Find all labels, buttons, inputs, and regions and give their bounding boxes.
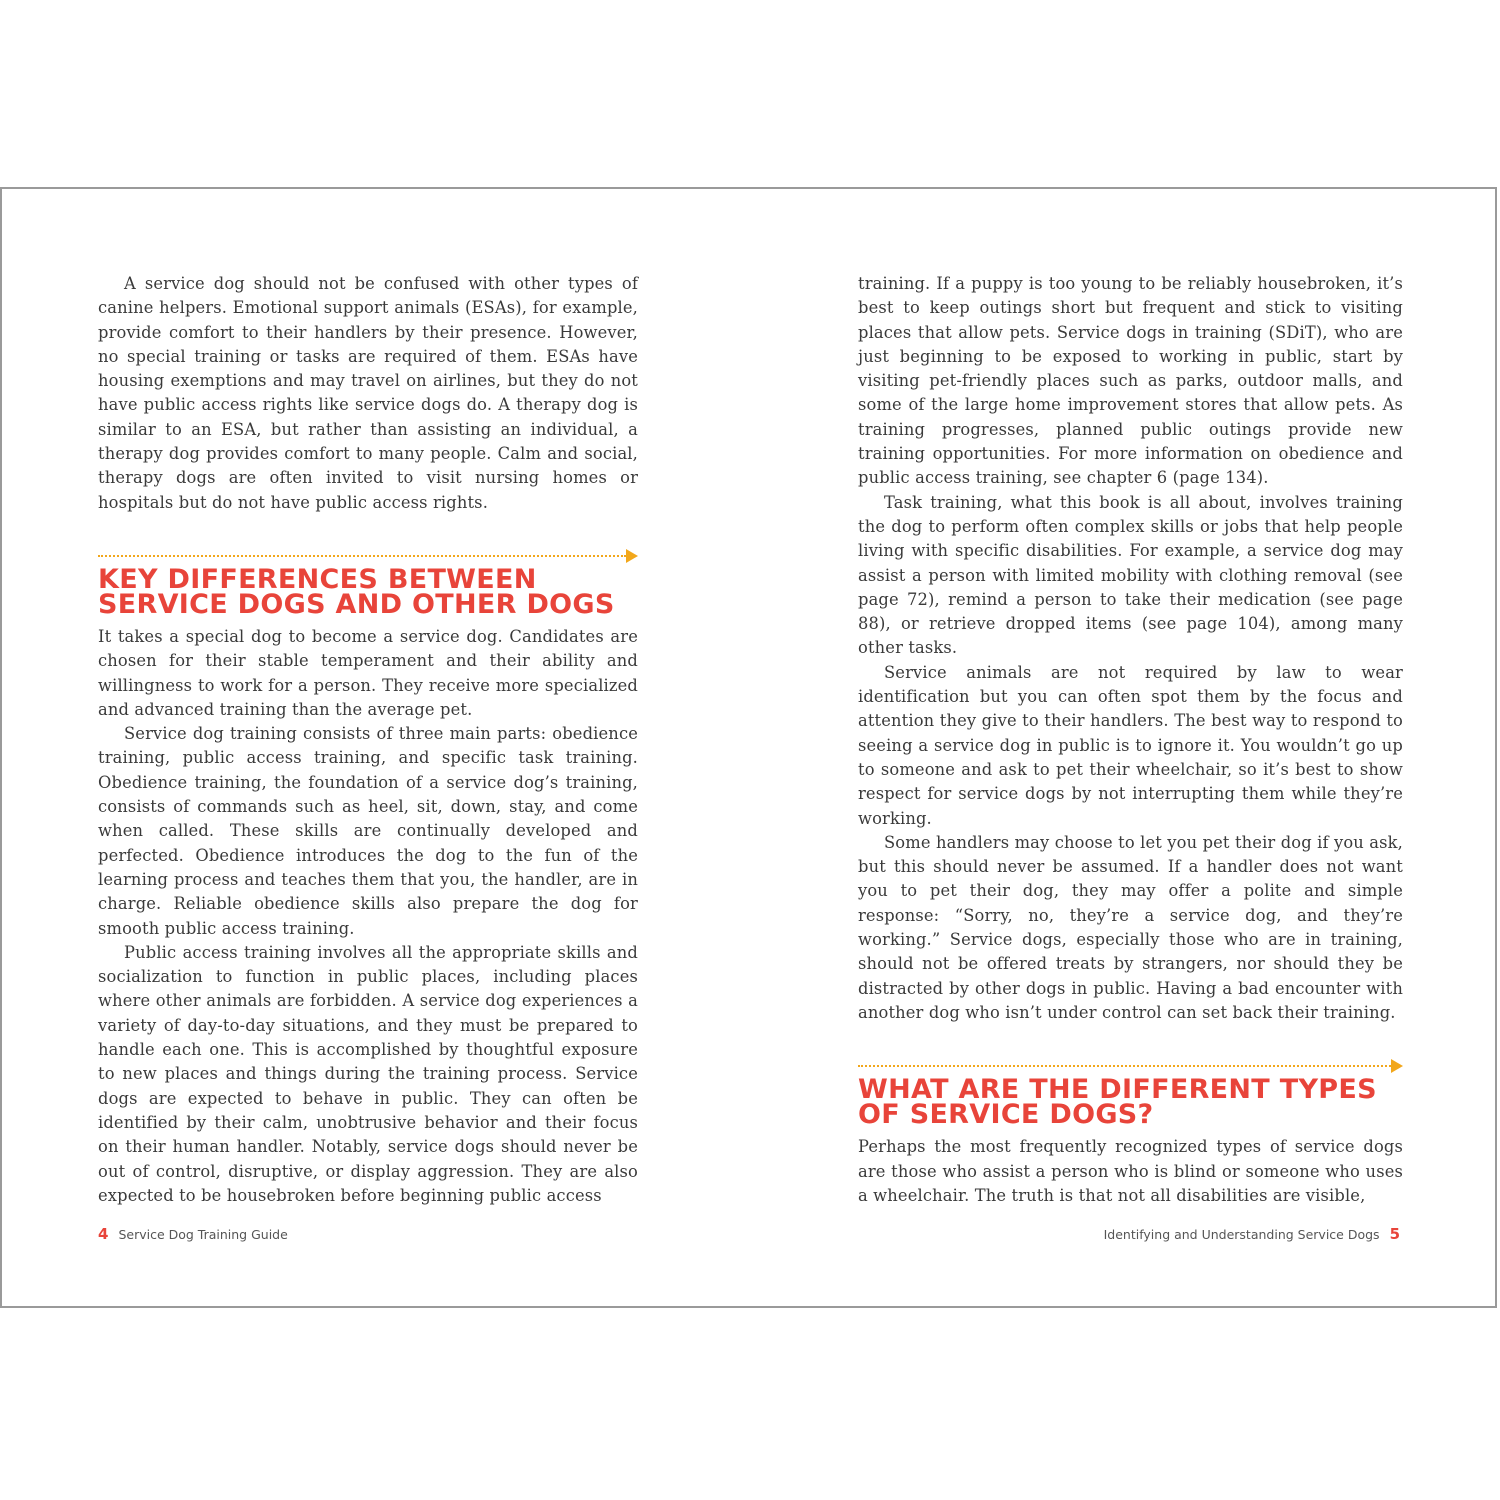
running-footer-title: Service Dog Training Guide: [118, 1227, 288, 1242]
section-heading-key-differences: KEY DIFFERENCES BETWEEN SERVICE DOGS AND OTHER DOGS: [98, 563, 615, 620]
body-paragraph: Service dog training consists of three main parts: obedience training, public access training, and specific task training. Obedience training, the foundation of a service dog’s training, consists of commands such as heel, sit, down, stay, and come when called. These skills are continually developed and perfected. Obedience introduces the dog to the fun of the learning process and teaches them that you, the handler, are in charge. Reliable obedience skills also prepare the dog for smooth public access training.: [98, 724, 638, 938]
right-page-column: [858, 272, 1403, 1208]
arrow-right-icon: [1391, 1059, 1403, 1073]
body-paragraph: Perhaps the most frequently recognized types of service dogs are those who assist a person who is blind or someone who uses a wheelchair. The truth is that not all disabilities are visible,: [858, 1137, 1403, 1205]
running-footer-title: Identifying and Understanding Service Dogs: [1103, 1227, 1380, 1242]
body-paragraph: training. If a puppy is too young to be reliably housebroken, it’s best to keep outings short but frequent and stick to visiting places that allow pets. Service dogs in training (SDiT), who are just beginning to be exposed to working in public, start by visiting pet-friendly places such as parks, outdoor malls, and some of the large home improvement stores that allow pets. As training progresses, planned public outings provide new training opportunities. For more information on obedience and public access training, see chapter 6 (page 134).: [858, 274, 1403, 488]
dotted-line: [98, 555, 626, 557]
page-number: 4: [98, 1225, 109, 1243]
body-paragraph: Public access training involves all the appropriate skills and socialization to function in public places, including places where other animals are forbidden. A service dog experiences a variety of day-to-day situations, and they must be prepared to handle each one. This is accomplished by thoughtful exposure to new places and things during the training process. Service dogs are expected to behave in public. They can often be identified by their calm, unobtrusive behavior and their focus on their human handler. Notably, service dogs should never be out of control, disruptive, or display aggression. They are also expected to be housebroken before beginning public access: [98, 942, 638, 1205]
arrow-right-icon: [626, 549, 638, 563]
left-page-footer: [98, 1225, 288, 1243]
intro-paragraph: A service dog should not be confused with other types of canine helpers. Emotional support animals (ESAs), for example, provide comfort to their handlers by their presence. However, no special training or tasks are required of them. ESAs have housing exemptions and may travel on airlines, but they do not have public access rights like service dogs do. A therapy dog is similar to an ESA, but rather than assisting an individual, a therapy dog provides comfort to many people. Calm and social, therapy dogs are often invited to visit nursing homes or hospitals but do not have public access rights.: [98, 274, 638, 512]
section-heading-types-of-service-dogs: WHAT ARE THE DIFFERENT TYPES OF SERVICE DOGS?: [858, 1074, 1377, 1131]
section-divider: [858, 1059, 1403, 1073]
body-paragraph: Service animals are not required by law to wear identification but you can often spot them by the focus and attention they give to their handlers. The best way to respond to seeing a service dog in public is to ignore it. You wouldn’t go up to someone and ask to pet their wheelchair, so it’s best to show respect for service dogs by not interrupting them while they’re working.: [858, 662, 1403, 828]
right-page-footer: [1104, 1225, 1400, 1243]
body-paragraph: Task training, what this book is all about, involves training the dog to perform often complex skills or jobs that help people living with specific disabilities. For example, a service dog may assist a person with limited mobility with clothing removal (see page 72), remind a person to take their medication (see page 88), or retrieve dropped items (see page 104), among many other tasks.: [858, 492, 1403, 658]
body-paragraph: It takes a special dog to become a service dog. Candidates are chosen for their stable temperament and their ability and willingness to work for a person. They receive more specialized and advanced training than the average pet.: [98, 626, 638, 719]
body-paragraph: Some handlers may choose to let you pet their dog if you ask, but this should never be assumed. If a handler does not want you to pet their dog, they may offer a polite and simple response: “Sorry, no, they’re a service dog, and they’re working.” Service dogs, especially those who are in training, should not be offered treats by strangers, nor should they be distracted by other dogs in public. Having a bad encounter with another dog who isn’t under control can set back their training.: [858, 832, 1403, 1022]
section-divider: [98, 549, 638, 563]
left-page-column: [98, 272, 638, 1208]
page-number: 5: [1389, 1225, 1400, 1243]
dotted-line: [858, 1065, 1391, 1067]
